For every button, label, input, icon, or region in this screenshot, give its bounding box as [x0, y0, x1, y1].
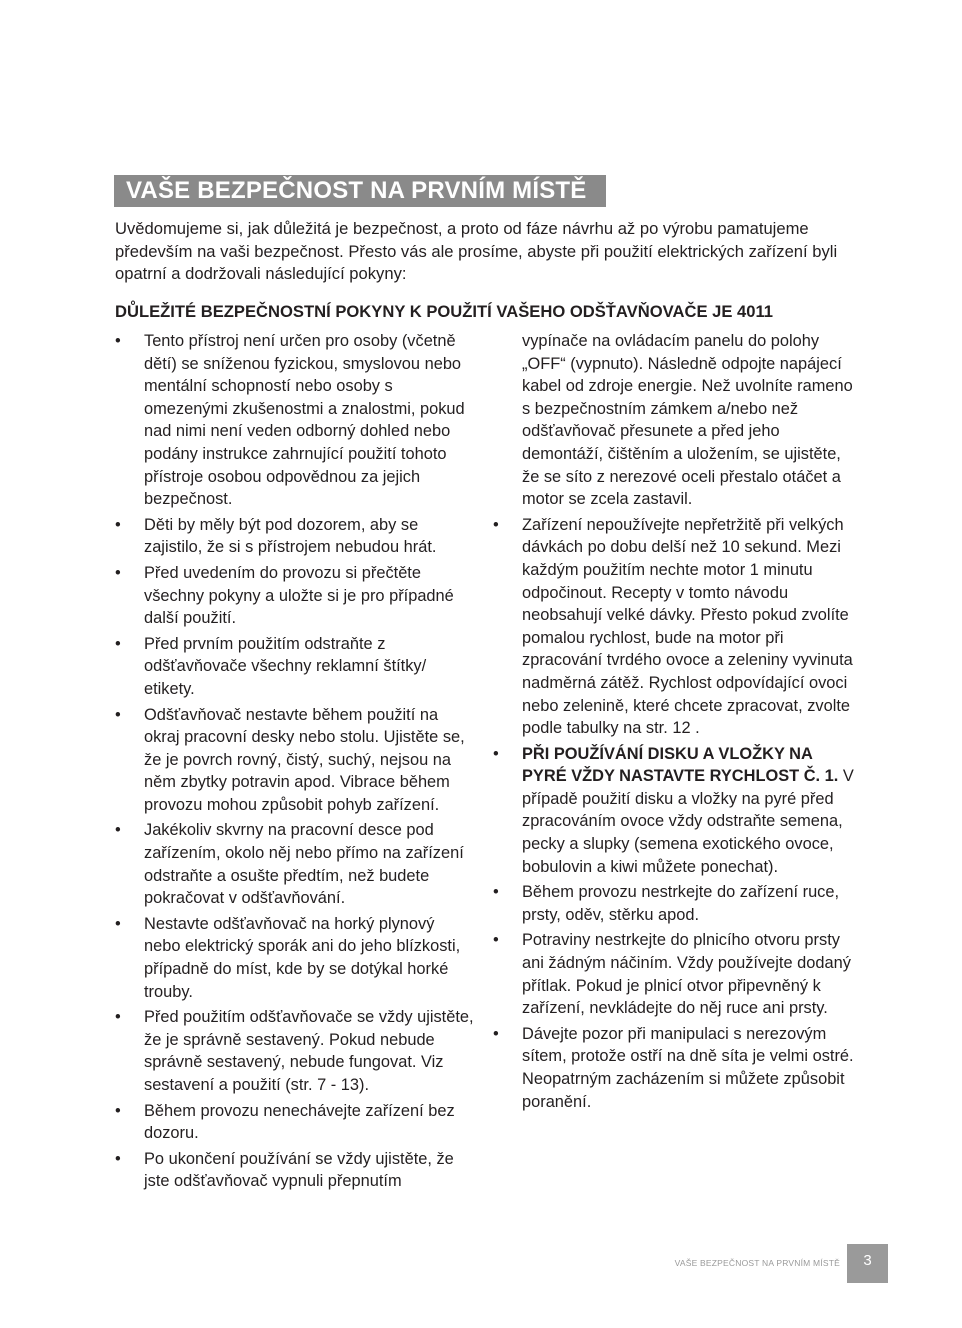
bullet: •: [115, 821, 121, 840]
list-item: • Zařízení nepoužívejte nepřetržitě při velkých dávkách po dobu delší než 10 sekund. Mezi každým použitím nechte motor 1 minutu odpočinout. Recepty v tomto návodu neobsahují velké dávky. Přesto pokud zvolíte pomalou rychlost, bude na motor při zpracování tvrdého ovoce a zeleniny vyvinuta nadměrná zátěž. Rychlost odpovídající ovoci nebo zelenině, které chcete zpracovat, zvolte podle tabulky na str. 12 .: [493, 515, 853, 738]
list-item: • Děti by měly být pod dozorem, aby se zajistilo, že si s přístrojem nebudou hrát.: [115, 515, 437, 557]
safety-subheading: DŮLEŽITÉ BEZPEČNOSTNÍ POKYNY K POUŽITÍ VAŠEHO ODŠŤAVŇOVAČE JE 4011: [115, 302, 774, 321]
list-item: • Dávejte pozor při manipulaci s nerezovým sítem, protože ostří na dně síta je velmi ostré. Neopatrným zacházením si můžete způsobit poranění.: [493, 1024, 854, 1111]
bullet: •: [493, 883, 499, 902]
section-title: VAŠE BEZPEČNOST NA PRVNÍM MÍSTĚ: [114, 175, 606, 207]
bullet: •: [115, 705, 121, 724]
list-item: • PŘI POUŽÍVÁNÍ DISKU A VLOŽKY NA PYRÉ VŽDY NASTAVTE RYCHLOST Č. 1. V případě použití disku a vložky na pyré před zpracováním ovoce vždy odstraňte semena, pecky a slupky (semena exotického ovoce, bobulovin a kiwi můžete ponechat).: [493, 744, 854, 876]
list-item: • Tento přístroj není určen pro osoby (včetně dětí) se sníženou fyzickou, smyslovou nebo mentální schopností nebo osoby s omezenými zkušenostmi a znalostmi, pokud nad nimi není veden odborný dohled nebo podány instrukce zahrnující použití tohoto přístroje osobou odpovědnou za jejich bezpečnost.: [115, 332, 465, 509]
list-item: • Během provozu nestrkejte do zařízení ruce, prsty, oděv, stěrku apod.: [493, 883, 840, 924]
list-item: • Potraviny nestrkejte do plnicího otvoru prsty ani žádným náčiním. Vždy používejte dodaný přítlak. Pokud je plnicí otvor připevněný k zařízení, nevkládejte do něj ruce ani prsty.: [493, 931, 851, 1018]
bullet: •: [493, 931, 499, 950]
bullet: •: [115, 563, 121, 582]
bullet: •: [115, 515, 121, 534]
right-column-list: [493, 330, 855, 1116]
intro-paragraph: Uvědomujeme si, jak důležitá je bezpečnost, a proto od fáze návrhu až po výrobu pamatujeme především na vaši bezpečnost. Přesto vás ale prosíme, abyste při použití elektrických zařízení byli opatrní a dodržovali následující pokyny:: [115, 219, 838, 283]
bullet: •: [115, 634, 121, 653]
bullet: •: [115, 332, 121, 350]
list-item: • Nestavte odšťavňovač na horký plynový nebo elektrický sporák ani do jeho blízkosti, případně do míst, kde by se dotýkal horké trouby.: [115, 914, 461, 1001]
speed-warning: PŘI POUŽÍVÁNÍ DISKU A VLOŽKY NA PYRÉ VŽDY NASTAVTE RYCHLOST Č. 1.: [522, 744, 839, 786]
list-item: • Před prvním použitím odstraňte z odšťavňovače všechny reklamní štítky/ etikety.: [115, 634, 427, 698]
list-item: • Jakékoliv skvrny na pracovní desce pod zařízením, okolo něj nebo přímo na zařízení odstraňte a osušte předtím, než budete pokračovat v odšťavňování.: [115, 821, 464, 908]
bullet: •: [493, 1024, 499, 1043]
list-item: • Před použitím odšťavňovače se vždy ujistěte, že je správně sestavený. Pokud nebude správně sestavený, nebude fungovat. Viz sestavení a použití (str. 7 - 13).: [115, 1008, 474, 1094]
list-item: • Během provozu nenechávejte zařízení bez dozoru.: [115, 1101, 455, 1143]
left-column-list: [115, 330, 475, 1196]
bullet: •: [493, 515, 499, 534]
page-number: 3: [847, 1244, 888, 1283]
list-item: • Před uvedením do provozu si přečtěte všechny pokyny a uložte si je pro případné další použití.: [115, 563, 454, 628]
bullet: •: [493, 744, 499, 763]
footer-running-title: VAŠE BEZPEČNOST NA PRVNÍM MÍSTĚ: [674, 1258, 840, 1268]
list-item: • Po ukončení používání se vždy ujistěte, že jste odšťavňovač vypnuli přepnutím: [115, 1149, 454, 1191]
list-item: • Odšťavňovač nestavte během použití na okraj pracovní desky nebo stolu. Ujistěte se, že je povrch rovný, čistý, suchý, nejsou na něm zbytky potravin apod. Vibrace během provozu mohou způsobit pohyb zařízení.: [115, 705, 465, 814]
list-item-continuation: vypínače na ovládacím panelu do polohy „OFF“ (vypnuto). Následně odpojte napájecí kabel od zdroje energie. Než uvolníte rameno s bezpečnostním zámkem a/nebo než odšťavňovač přesunete a před jeho demontáží, čištěním a uložením, se ujistěte, že se síto z nerezové oceli přestalo otáčet a motor se zcela zastavil.: [522, 332, 853, 509]
bullet: •: [115, 1101, 121, 1120]
bullet: •: [115, 914, 121, 933]
bullet: •: [115, 1149, 121, 1168]
bullet: •: [115, 1008, 121, 1027]
